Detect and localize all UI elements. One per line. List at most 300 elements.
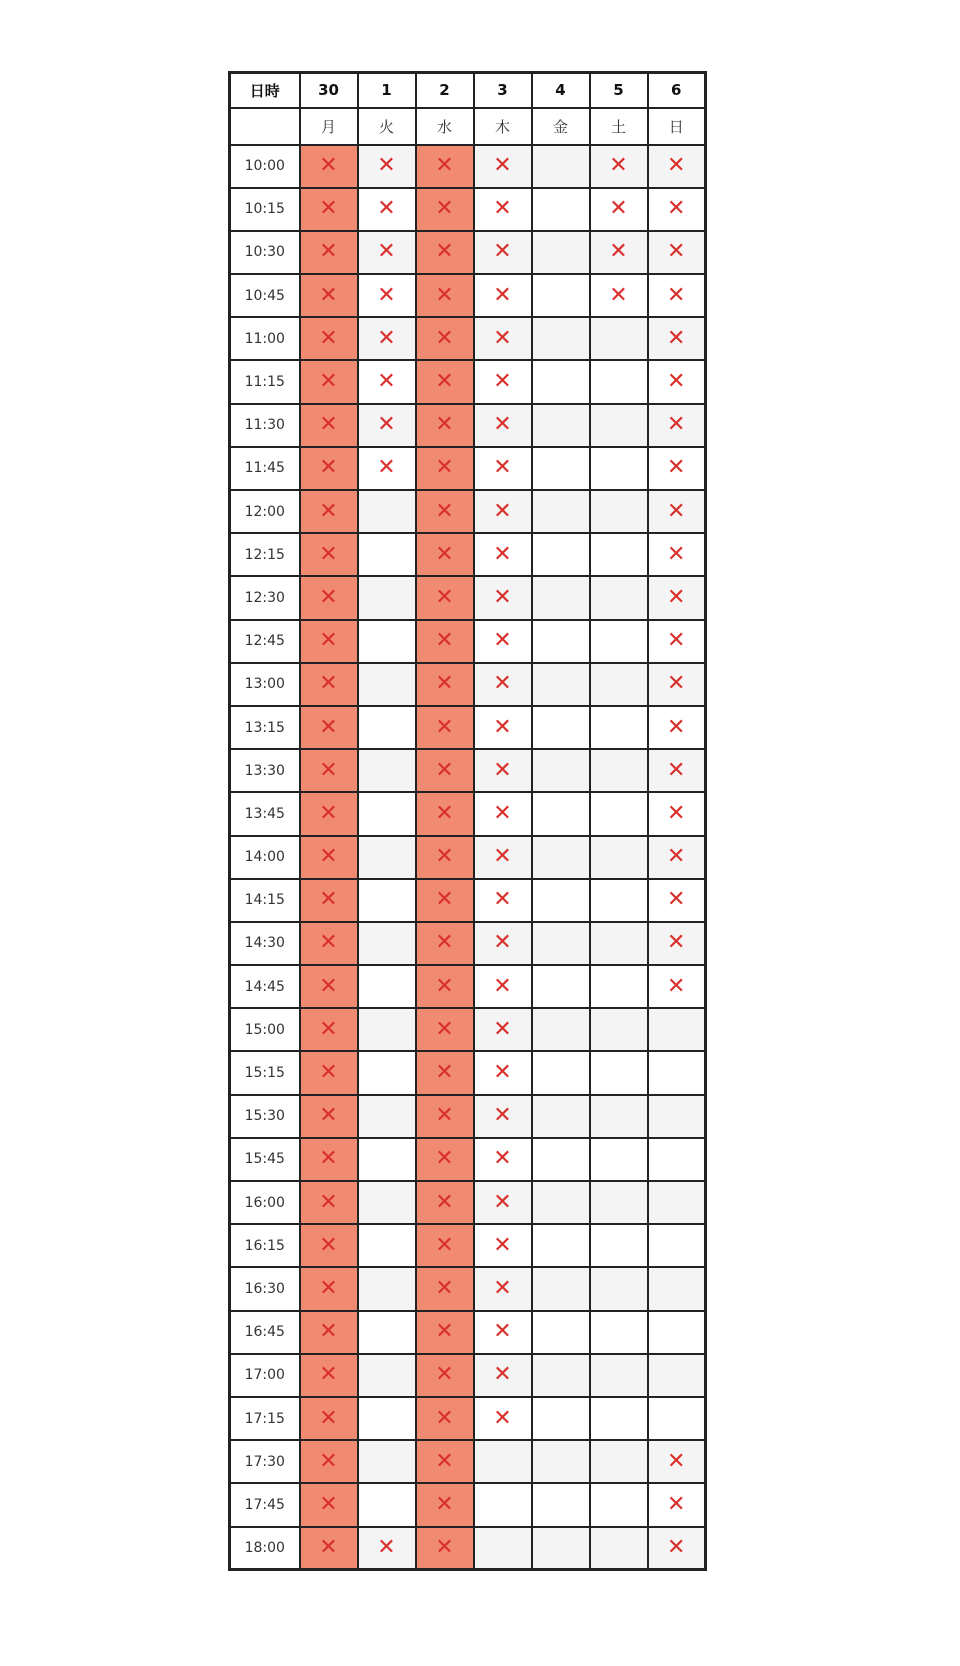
time-slot-row (230, 1051, 706, 1094)
slot-cell[interactable] (416, 1483, 474, 1526)
slot-cell[interactable] (648, 1440, 706, 1483)
slot-cell[interactable] (648, 145, 706, 188)
slot-cell[interactable] (358, 404, 416, 447)
slot-cell[interactable] (300, 1224, 358, 1267)
time-label: 14:45 (230, 965, 300, 1008)
slot-cell[interactable] (590, 404, 648, 447)
slot-cell[interactable] (358, 1224, 416, 1267)
slot-cell[interactable] (532, 231, 590, 274)
slot-cell[interactable] (532, 1397, 590, 1440)
slot-cell[interactable] (358, 620, 416, 663)
slot-cell[interactable] (648, 749, 706, 792)
slot-cell[interactable] (416, 1181, 474, 1224)
slot-cell[interactable] (300, 1397, 358, 1440)
slot-cell[interactable] (300, 1051, 358, 1094)
slot-cell[interactable] (300, 274, 358, 317)
unavailable-x-icon: ✕ (435, 1060, 454, 1086)
slot-cell[interactable] (590, 1397, 648, 1440)
slot-cell[interactable] (416, 1051, 474, 1094)
unavailable-x-icon: ✕ (319, 239, 338, 265)
slot-cell[interactable] (590, 231, 648, 274)
slot-cell[interactable] (300, 490, 358, 533)
slot-cell[interactable] (358, 749, 416, 792)
slot-cell[interactable] (358, 145, 416, 188)
slot-cell[interactable] (474, 1354, 532, 1397)
slot-cell[interactable] (590, 490, 648, 533)
unavailable-x-icon: ✕ (667, 757, 686, 783)
date-header: 1 (358, 73, 416, 108)
time-slot-row (230, 576, 706, 619)
slot-cell[interactable] (590, 836, 648, 879)
unavailable-x-icon: ✕ (493, 1189, 512, 1215)
slot-cell[interactable] (416, 879, 474, 922)
unavailable-x-icon: ✕ (435, 1103, 454, 1129)
unavailable-x-icon: ✕ (493, 1319, 512, 1345)
slot-cell[interactable] (474, 1527, 532, 1570)
slot-cell[interactable] (358, 447, 416, 490)
slot-cell[interactable] (648, 1527, 706, 1570)
slot-cell[interactable] (648, 490, 706, 533)
slot-cell[interactable] (648, 706, 706, 749)
slot-cell[interactable] (532, 663, 590, 706)
slot-cell[interactable] (532, 317, 590, 360)
slot-cell[interactable] (358, 1267, 416, 1310)
unavailable-x-icon: ✕ (319, 1060, 338, 1086)
time-label: 15:30 (230, 1095, 300, 1138)
slot-cell[interactable] (648, 1483, 706, 1526)
slot-cell[interactable] (358, 1311, 416, 1354)
slot-cell[interactable] (300, 188, 358, 231)
slot-cell[interactable] (532, 1267, 590, 1310)
unavailable-x-icon: ✕ (493, 1103, 512, 1129)
slot-cell[interactable] (648, 1008, 706, 1051)
slot-cell[interactable] (358, 1095, 416, 1138)
slot-cell[interactable] (648, 1095, 706, 1138)
slot-cell[interactable] (416, 1354, 474, 1397)
slot-cell[interactable] (358, 836, 416, 879)
slot-cell[interactable] (300, 404, 358, 447)
slot-cell[interactable] (416, 576, 474, 619)
unavailable-x-icon: ✕ (319, 584, 338, 610)
slot-cell[interactable] (590, 1267, 648, 1310)
slot-cell[interactable] (416, 620, 474, 663)
slot-cell[interactable] (532, 490, 590, 533)
slot-cell[interactable] (648, 274, 706, 317)
unavailable-x-icon: ✕ (493, 455, 512, 481)
slot-cell[interactable] (590, 749, 648, 792)
slot-cell[interactable] (474, 231, 532, 274)
slot-cell[interactable] (358, 1483, 416, 1526)
slot-cell[interactable] (474, 879, 532, 922)
unavailable-x-icon: ✕ (377, 153, 396, 179)
slot-cell[interactable] (474, 1311, 532, 1354)
slot-cell[interactable] (474, 749, 532, 792)
slot-cell[interactable] (590, 188, 648, 231)
slot-cell[interactable] (648, 404, 706, 447)
slot-cell[interactable] (590, 1354, 648, 1397)
unavailable-x-icon: ✕ (377, 282, 396, 308)
slot-cell[interactable] (648, 1138, 706, 1181)
unavailable-x-icon: ✕ (493, 498, 512, 524)
slot-cell[interactable] (300, 576, 358, 619)
slot-cell[interactable] (300, 1354, 358, 1397)
unavailable-x-icon: ✕ (493, 1016, 512, 1042)
time-slot-row (230, 922, 706, 965)
slot-cell[interactable] (416, 1311, 474, 1354)
slot-cell[interactable] (300, 1008, 358, 1051)
unavailable-x-icon: ✕ (435, 930, 454, 956)
slot-cell[interactable] (416, 360, 474, 403)
slot-cell[interactable] (474, 1008, 532, 1051)
slot-cell[interactable] (474, 836, 532, 879)
slot-cell[interactable] (648, 836, 706, 879)
slot-cell[interactable] (590, 274, 648, 317)
slot-cell[interactable] (590, 706, 648, 749)
slot-cell[interactable] (416, 1440, 474, 1483)
time-slot-row (230, 749, 706, 792)
slot-cell[interactable] (648, 1311, 706, 1354)
slot-cell[interactable] (474, 663, 532, 706)
weekday-header: 土 (590, 108, 648, 145)
slot-cell[interactable] (300, 1138, 358, 1181)
slot-cell[interactable] (532, 533, 590, 576)
slot-cell[interactable] (532, 922, 590, 965)
unavailable-x-icon: ✕ (493, 844, 512, 870)
unavailable-x-icon: ✕ (667, 282, 686, 308)
slot-cell[interactable] (358, 1354, 416, 1397)
slot-cell[interactable] (648, 1051, 706, 1094)
slot-cell[interactable] (648, 360, 706, 403)
unavailable-x-icon: ✕ (493, 412, 512, 438)
slot-cell[interactable] (416, 1095, 474, 1138)
slot-cell[interactable] (300, 706, 358, 749)
unavailable-x-icon: ✕ (493, 196, 512, 222)
slot-cell[interactable] (416, 231, 474, 274)
slot-cell[interactable] (300, 620, 358, 663)
slot-cell[interactable] (358, 922, 416, 965)
slot-cell[interactable] (590, 1483, 648, 1526)
slot-cell[interactable] (532, 360, 590, 403)
slot-cell[interactable] (416, 188, 474, 231)
slot-cell[interactable] (532, 836, 590, 879)
slot-cell[interactable] (300, 1181, 358, 1224)
unavailable-x-icon: ✕ (493, 973, 512, 999)
slot-cell[interactable] (300, 447, 358, 490)
slot-cell[interactable] (474, 576, 532, 619)
slot-cell[interactable] (590, 1311, 648, 1354)
slot-cell[interactable] (590, 317, 648, 360)
slot-cell[interactable] (590, 879, 648, 922)
slot-cell[interactable] (474, 1181, 532, 1224)
slot-cell[interactable] (474, 317, 532, 360)
unavailable-x-icon: ✕ (667, 325, 686, 351)
unavailable-x-icon: ✕ (609, 239, 628, 265)
time-slot-row (230, 620, 706, 663)
slot-cell[interactable] (648, 533, 706, 576)
slot-cell[interactable] (358, 274, 416, 317)
slot-cell[interactable] (474, 965, 532, 1008)
slot-cell[interactable] (648, 447, 706, 490)
slot-cell[interactable] (532, 1008, 590, 1051)
slot-cell[interactable] (358, 231, 416, 274)
slot-cell[interactable] (532, 188, 590, 231)
slot-cell[interactable] (648, 188, 706, 231)
slot-cell[interactable] (474, 404, 532, 447)
slot-cell[interactable] (648, 1181, 706, 1224)
time-label: 14:30 (230, 922, 300, 965)
slot-cell[interactable] (590, 792, 648, 835)
slot-cell[interactable] (358, 1138, 416, 1181)
slot-cell[interactable] (532, 1527, 590, 1570)
slot-cell[interactable] (416, 404, 474, 447)
slot-cell[interactable] (474, 792, 532, 835)
slot-cell[interactable] (532, 447, 590, 490)
unavailable-x-icon: ✕ (493, 1362, 512, 1388)
time-slot-row (230, 1008, 706, 1051)
slot-cell[interactable] (590, 1008, 648, 1051)
slot-cell[interactable] (358, 533, 416, 576)
slot-cell[interactable] (590, 145, 648, 188)
slot-cell[interactable] (416, 749, 474, 792)
slot-cell[interactable] (474, 274, 532, 317)
time-slot-row (230, 1440, 706, 1483)
time-slot-row (230, 1483, 706, 1526)
slot-cell[interactable] (358, 1008, 416, 1051)
slot-cell[interactable] (648, 1267, 706, 1310)
slot-cell[interactable] (358, 1397, 416, 1440)
slot-cell[interactable] (532, 1181, 590, 1224)
slot-cell[interactable] (416, 447, 474, 490)
slot-cell[interactable] (532, 145, 590, 188)
slot-cell[interactable] (590, 1224, 648, 1267)
slot-cell[interactable] (590, 1095, 648, 1138)
slot-cell[interactable] (532, 792, 590, 835)
unavailable-x-icon: ✕ (435, 1362, 454, 1388)
slot-cell[interactable] (300, 1311, 358, 1354)
slot-cell[interactable] (532, 1311, 590, 1354)
slot-cell[interactable] (648, 1397, 706, 1440)
slot-cell[interactable] (300, 749, 358, 792)
slot-cell[interactable] (648, 922, 706, 965)
slot-cell[interactable] (358, 706, 416, 749)
time-slot-row (230, 1095, 706, 1138)
slot-cell[interactable] (300, 145, 358, 188)
time-label: 12:30 (230, 576, 300, 619)
time-label: 13:15 (230, 706, 300, 749)
slot-cell[interactable] (474, 706, 532, 749)
slot-cell[interactable] (474, 490, 532, 533)
slot-cell[interactable] (300, 231, 358, 274)
slot-cell[interactable] (590, 620, 648, 663)
time-slot-row (230, 317, 706, 360)
unavailable-x-icon: ✕ (319, 844, 338, 870)
slot-cell[interactable] (358, 1181, 416, 1224)
unavailable-x-icon: ✕ (435, 325, 454, 351)
slot-cell[interactable] (300, 1440, 358, 1483)
slot-cell[interactable] (590, 447, 648, 490)
time-label: 12:45 (230, 620, 300, 663)
slot-cell[interactable] (300, 1095, 358, 1138)
slot-cell[interactable] (648, 620, 706, 663)
slot-cell[interactable] (590, 1051, 648, 1094)
slot-cell[interactable] (300, 1483, 358, 1526)
slot-cell[interactable] (590, 663, 648, 706)
slot-cell[interactable] (474, 188, 532, 231)
slot-cell[interactable] (416, 792, 474, 835)
slot-cell[interactable] (532, 620, 590, 663)
slot-cell[interactable] (416, 317, 474, 360)
slot-cell[interactable] (300, 792, 358, 835)
slot-cell[interactable] (416, 1397, 474, 1440)
slot-cell[interactable] (358, 317, 416, 360)
slot-cell[interactable] (532, 706, 590, 749)
slot-cell[interactable] (474, 1267, 532, 1310)
slot-cell[interactable] (416, 490, 474, 533)
slot-cell[interactable] (590, 965, 648, 1008)
slot-cell[interactable] (300, 533, 358, 576)
slot-cell[interactable] (474, 1051, 532, 1094)
slot-cell[interactable] (300, 663, 358, 706)
slot-cell[interactable] (532, 749, 590, 792)
slot-cell[interactable] (590, 360, 648, 403)
slot-cell[interactable] (590, 922, 648, 965)
slot-cell[interactable] (532, 404, 590, 447)
slot-cell[interactable] (416, 1138, 474, 1181)
slot-cell[interactable] (532, 965, 590, 1008)
slot-cell[interactable] (416, 706, 474, 749)
slot-cell[interactable] (590, 1181, 648, 1224)
slot-cell[interactable] (416, 1008, 474, 1051)
slot-cell[interactable] (474, 533, 532, 576)
slot-cell[interactable] (648, 663, 706, 706)
unavailable-x-icon: ✕ (493, 1146, 512, 1172)
slot-cell[interactable] (532, 1224, 590, 1267)
slot-cell[interactable] (474, 1483, 532, 1526)
slot-cell[interactable] (358, 792, 416, 835)
slot-cell[interactable] (358, 965, 416, 1008)
unavailable-x-icon: ✕ (319, 1189, 338, 1215)
unavailable-x-icon: ✕ (319, 800, 338, 826)
unavailable-x-icon: ✕ (493, 325, 512, 351)
unavailable-x-icon: ✕ (667, 628, 686, 654)
time-label: 12:15 (230, 533, 300, 576)
slot-cell[interactable] (648, 231, 706, 274)
slot-cell[interactable] (416, 145, 474, 188)
slot-cell[interactable] (358, 490, 416, 533)
slot-cell[interactable] (474, 145, 532, 188)
unavailable-x-icon: ✕ (609, 282, 628, 308)
slot-cell[interactable] (300, 922, 358, 965)
unavailable-x-icon: ✕ (493, 930, 512, 956)
time-label: 15:45 (230, 1138, 300, 1181)
slot-cell[interactable] (532, 1354, 590, 1397)
slot-cell[interactable] (590, 533, 648, 576)
slot-cell[interactable] (358, 360, 416, 403)
slot-cell[interactable] (300, 879, 358, 922)
slot-cell[interactable] (416, 922, 474, 965)
slot-cell[interactable] (416, 663, 474, 706)
slot-cell[interactable] (648, 576, 706, 619)
slot-cell[interactable] (590, 1440, 648, 1483)
slot-cell[interactable] (532, 1051, 590, 1094)
slot-cell[interactable] (474, 1224, 532, 1267)
unavailable-x-icon: ✕ (667, 671, 686, 697)
unavailable-x-icon: ✕ (493, 239, 512, 265)
slot-cell[interactable] (358, 1527, 416, 1570)
unavailable-x-icon: ✕ (377, 239, 396, 265)
slot-cell[interactable] (532, 1440, 590, 1483)
slot-cell[interactable] (416, 836, 474, 879)
slot-cell[interactable] (358, 1051, 416, 1094)
time-label: 16:15 (230, 1224, 300, 1267)
unavailable-x-icon: ✕ (667, 455, 686, 481)
slot-cell[interactable] (474, 360, 532, 403)
slot-cell[interactable] (416, 274, 474, 317)
time-slot-row (230, 836, 706, 879)
slot-cell[interactable] (532, 1483, 590, 1526)
time-slot-row (230, 1224, 706, 1267)
unavailable-x-icon: ✕ (319, 282, 338, 308)
corner-label: 日時 (230, 73, 300, 108)
slot-cell[interactable] (416, 533, 474, 576)
slot-cell[interactable] (590, 1138, 648, 1181)
date-header-row (230, 73, 706, 108)
unavailable-x-icon: ✕ (493, 887, 512, 913)
slot-cell[interactable] (532, 1095, 590, 1138)
slot-cell[interactable] (474, 922, 532, 965)
slot-cell[interactable] (648, 1224, 706, 1267)
slot-cell[interactable] (474, 1440, 532, 1483)
unavailable-x-icon: ✕ (667, 973, 686, 999)
slot-cell[interactable] (358, 663, 416, 706)
slot-cell[interactable] (358, 1440, 416, 1483)
unavailable-x-icon: ✕ (667, 412, 686, 438)
slot-cell[interactable] (532, 1138, 590, 1181)
slot-cell[interactable] (532, 576, 590, 619)
slot-cell[interactable] (416, 1267, 474, 1310)
slot-cell[interactable] (416, 1224, 474, 1267)
slot-cell[interactable] (648, 879, 706, 922)
time-slot-row (230, 1397, 706, 1440)
slot-cell[interactable] (648, 1354, 706, 1397)
slot-cell[interactable] (300, 836, 358, 879)
slot-cell[interactable] (590, 576, 648, 619)
slot-cell[interactable] (474, 1138, 532, 1181)
slot-cell[interactable] (648, 317, 706, 360)
slot-cell[interactable] (358, 576, 416, 619)
slot-cell[interactable] (300, 360, 358, 403)
slot-cell[interactable] (358, 879, 416, 922)
slot-cell[interactable] (474, 1397, 532, 1440)
slot-cell[interactable] (474, 620, 532, 663)
slot-cell[interactable] (474, 1095, 532, 1138)
slot-cell[interactable] (416, 965, 474, 1008)
slot-cell[interactable] (648, 965, 706, 1008)
slot-cell[interactable] (416, 1527, 474, 1570)
unavailable-x-icon: ✕ (435, 628, 454, 654)
slot-cell[interactable] (474, 447, 532, 490)
slot-cell[interactable] (300, 965, 358, 1008)
slot-cell[interactable] (300, 1267, 358, 1310)
slot-cell[interactable] (532, 274, 590, 317)
unavailable-x-icon: ✕ (377, 369, 396, 395)
slot-cell[interactable] (648, 792, 706, 835)
slot-cell[interactable] (590, 1527, 648, 1570)
slot-cell[interactable] (358, 188, 416, 231)
slot-cell[interactable] (300, 317, 358, 360)
slot-cell[interactable] (300, 1527, 358, 1570)
slot-cell[interactable] (532, 879, 590, 922)
